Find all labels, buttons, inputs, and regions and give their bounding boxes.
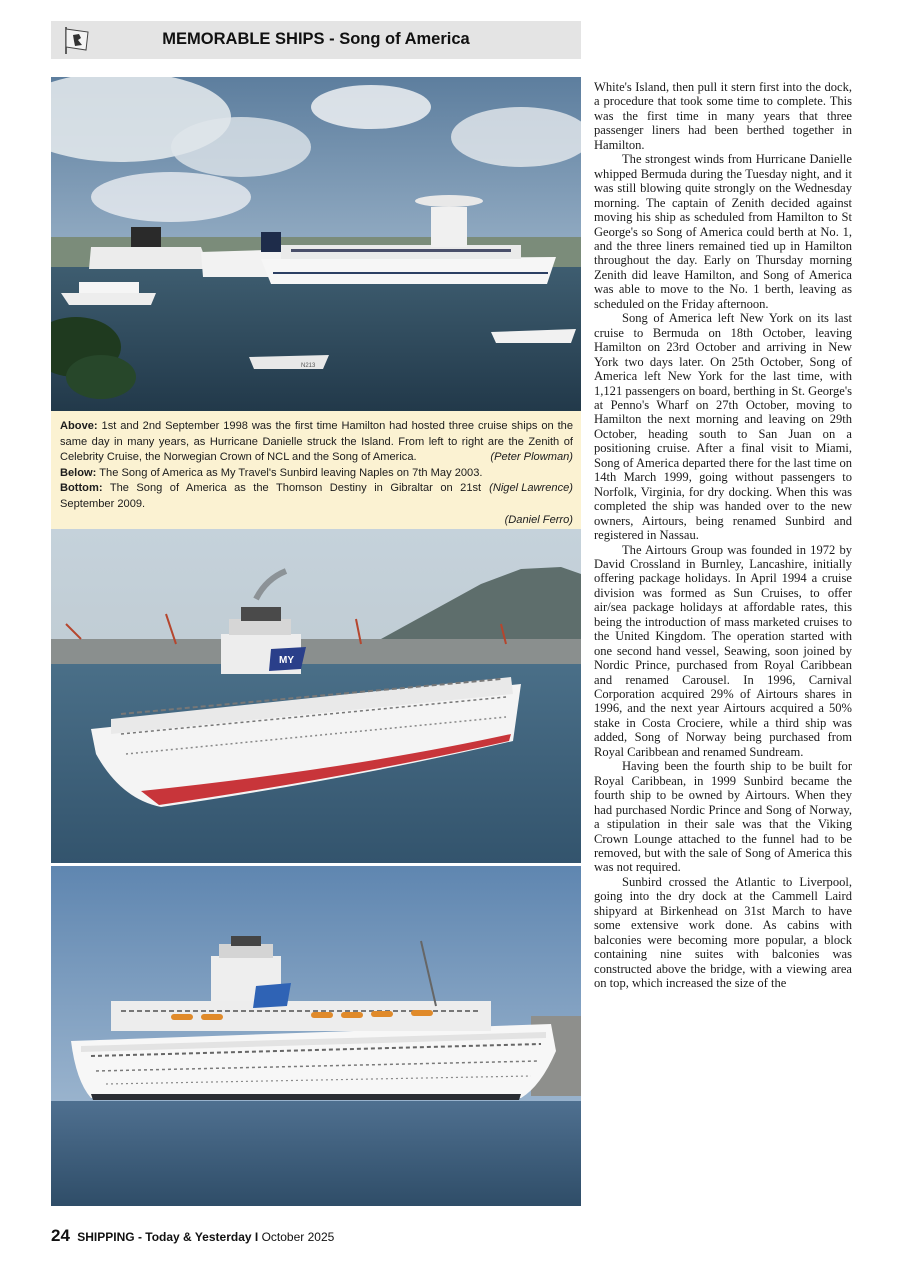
article-paragraph: The Airtours Group was founded in 1972 by David Crossland in Burnley, Lancashire, initially offering package holidays. In April 1994 a cruise division was formed as Sun Cruises, to offer air/sea package holidays at affordable rates, this being the introduction of mass marketed cruises to the United Kingdom. The operation started with one second hand vessel, Seawing, soon joined by Nordic Prince, purchased from Royal Caribbean and renamed Carousel. In 1996, Carnival Corporation acquired 29% of Airtours shares in 1996, and the next year Airtours acquired a 50% stake in Costa Crociere, while a third ship was added, Song of Norway being purchased from Royal Caribbean and renamed Sundream.: [594, 542, 852, 759]
caption-above-label: Above:: [60, 420, 98, 432]
ship-gibraltar-photo: [51, 866, 581, 1206]
funnel-logo: MY: [279, 655, 294, 666]
ship-naples-photo: [51, 529, 581, 863]
article-paragraph: Having been the fourth ship to be built for Royal Caribbean, in 1999 Sunbird became the fourth ship to be owned by Airtours. When they had purchased Nordic Prince and Song of Norway, a stipulation in their sale was that the Viking Crown Lounge attached to the funnel had to be removed, but with the sale of Song of America this was not required.: [594, 759, 852, 875]
boat-number: N213: [301, 363, 316, 369]
caption-bottom-label: Bottom:: [60, 482, 103, 495]
article-paragraph: The strongest winds from Hurricane Danielle whipped Bermuda during the Tuesday night, and it was still blowing quite strongly on the Wednesday morning. The captain of Zenith decided against moving his ship as scheduled from Hamilton to St George's so Song of America could berth at No. 1, and the three liners remained tied up in Hamilton throughout the day. Early on Thursday morning Zenith did leave Hamilton, and Song of America was able to move to the No. 1 berth, leaving as scheduled on the Friday afternoon.: [594, 152, 852, 311]
article-paragraph: Sunbird crossed the Atlantic to Liverpool, going into the dry dock at the Cammell Laird shipyard at Birkenhead on 31st March to have some extensive work done. As cabins with balconies were becoming more popular, a block containing nine suites with balconies was constructed above the bridge, with a viewing area on top, which increased the size of the: [594, 874, 852, 991]
article-body: [594, 80, 852, 991]
caption-bottom-text: The Song of America as the Thomson Destiny in Gibraltar on 21st September 2009.: [60, 482, 482, 510]
caption-above: [60, 419, 573, 466]
issue-date: October 2025: [261, 1230, 335, 1244]
page-number: 24: [51, 1226, 70, 1245]
caption-above-text: 1st and 2nd September 1998 was the first time Hamilton had hosted three cruise ships on the same day in many years, as Hurricane Danielle struck the Island. From left to right are the Zenith of Celebrity Cruise, the Norwegian Crown of NCL and the Song of America.: [60, 420, 573, 464]
harbour-photo: [51, 77, 581, 411]
caption-bottom-credit: (Daniel Ferro): [504, 513, 573, 526]
caption-below-credit: (Nigel Lawrence): [489, 482, 573, 495]
section-header: [51, 21, 581, 59]
footer-separator: I: [254, 1230, 259, 1244]
caption-above-credit: (Peter Plowman): [490, 451, 573, 464]
article-paragraph: White's Island, then pull it stern first into the dock, a procedure that took some time to complete. This was the first time in many years that three passenger liners had been berthed together in Hamilton.: [594, 80, 852, 152]
caption-below-text: The Song of America as My Travel's Sunbird leaving Naples on 7th May 2003.: [99, 466, 483, 479]
article-paragraph: Song of America left New York on its last cruise to Bermuda on 18th October, leaving Hamilton on 23rd October and arriving in New York two days later. On 25th October, Song of America left New York for the last time, with 1,121 passengers on board, berthing in St. George's at Penno's Wharf on 27th October, moving to Hamilton the next morning and leaving on 29th October, heading south to San Juan on a positioning cruise. After a final visit to Miami, Song of America departed there for the last time on 14th March 1999, going without passengers to Norfolk, Virginia, for dry docking. When this was completed the ship was handed over to the new owners, Airtours, being renamed Sunbird and registered in Nassau.: [594, 311, 852, 543]
caption-below-label: Below:: [60, 466, 97, 479]
page-title: MEMORABLE SHIPS - Song of America: [162, 30, 470, 48]
photo-caption: [51, 411, 581, 529]
publication-name: SHIPPING - Today & Yesterday: [77, 1230, 252, 1244]
page-footer: [51, 1226, 334, 1246]
